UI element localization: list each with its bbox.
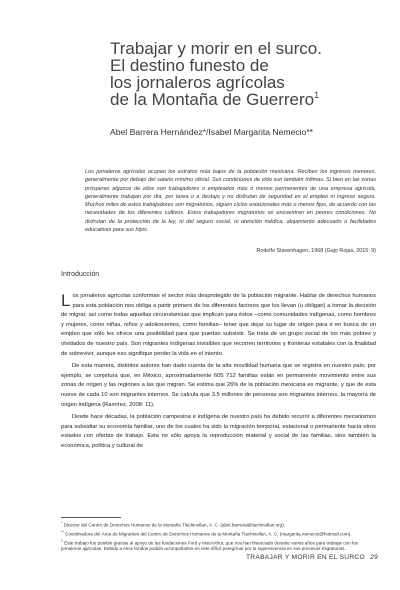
paragraph: De esta manera, distintos autores han dado cuenta de la alta movilidad humana que se registra en nuestro país; por ejemplo, se conjetura que, en México, aproximadamente 605 712 familias están en permanente movimiento entre sus zonas de origen y las regiones a las que migran. Se estima que 26% de la población mexicana es migrante, y que de esta nueve de cada 10 son migrantes internos. Se calcula que 3.5 millones de personas son migrantes internos, la mayoría de origen indígena (Ramírez, 2008: 11). — [61, 363, 376, 408]
footnote-divider — [61, 517, 121, 518]
body-text — [61, 292, 376, 455]
page-number: 29 — [370, 554, 378, 561]
footnote: $^1$ Este trabajo fue posible gracias al apoyo de las fundaciones Ford y MacArthur, que nos han financiado durante varios años para trabajar con los jornaleros agrícolas. Debido a esos fondos podido acompañarlos en este difícil peregrinar por la supervivencia en sus procesos migratorios. — [61, 538, 358, 552]
page-footer — [246, 554, 378, 561]
footnotes — [61, 520, 376, 553]
authors: Abel Barrera Hernández*/Isabel Margarita Nemecio** — [110, 127, 314, 137]
title-line-1: Trabajar y morir en el surco. — [110, 39, 322, 58]
epigraph-citation: Rodolfo Stavenhagen, 1968 (Gajo Rojas, 2015: 9) — [256, 248, 376, 254]
title-line-2: El destino funesto de — [110, 56, 269, 75]
title-line-3: los jornaleros agrícolas — [110, 73, 285, 92]
article-title — [110, 40, 390, 108]
footnote: * Director del Centro de Derechos Humanos de la Montaña Tlachinollan, A. C. (abel.barrera@tlachinollan.org). — [61, 521, 286, 528]
drop-cap: L — [61, 291, 71, 310]
running-title: TRABAJAR Y MORIR EN EL SURCO — [245, 554, 365, 561]
section-heading: Introducción — [61, 271, 100, 278]
paragraph: Desde hace décadas, la población campesina e indígena de nuestro país ha debido recurrir a diferentes mecanismos para subsidiar su economía familiar, uno de los cuales ha sido la migración temporal, estacional o permanente hacia otros estados con ofertas de trabajo. Esta no sólo apoya la reproducción material y social de las familias, sino también la económica, política y cultural de — [61, 414, 376, 449]
title-line-4: de la Montaña de Guerrero$^1$ — [110, 90, 320, 109]
footnote: ** Coordinadora del Área de Migrantes del Centro de Derechos Humanos de la Montaña Tlachinollan, A. C. (margarita.nemecio@hotmail.com). — [61, 529, 352, 537]
title-footnote-ref[interactable]: 1 — [314, 90, 320, 100]
epigraph-quote: Los jornaleros agrícolas ocupan los estratos más bajos de la población mexicana. Reciben los ingresos menores, generalmente por debajo del salario mínimo oficial. Sus condiciones de vida son también ínfimas. Si bien en las zonas prósperas algunos de ellos son trabajadores o empleados más o menos permanentes de una empresa agrícola, generalmente trabajan por día, por tarea o a destajo y no disfrutan de seguridad en el empleo ni ingreso seguro. Muchos miles de estos trabajadores son migratorios, siguen ciclos estacionales más o menos fijos, de acuerdo con las necesidades de los diferentes cultivos. Estos trabajadores migratorios se encuentran en peores condiciones. No disfrutan de la protección de la ley, ni del seguro social, ni atención médica, alojamiento adecuado o facilidades educativas para sus hijos. — [85, 169, 376, 234]
paragraph: Los jornaleros agrícolas conforman el sector más desprotegido de la población migrante. Hablar de derechos humanos para esta población nos obliga a partir primero de los diferentes factores que los llevan (u obligan) a tomar la decisión de migrar, así como todas aquellas circunstancias que implican para éstos –como comunidades indígenas, como hombres y mujeres, como niñas, niños y adolescentes, como familias– tener que dejar su lugar de origen para ir en busca de un empleo que sólo les ofrece una posibilidad para que puedan subsistir. Se trata de un grupo social de los más pobres y olvidados de nuestro país. Son migrantes indígenas invisibles que recorren territorios y fronteras estatales con la finalidad de sobrevivir, aunque eso signifique perder la vida en el intento. — [61, 291, 376, 357]
